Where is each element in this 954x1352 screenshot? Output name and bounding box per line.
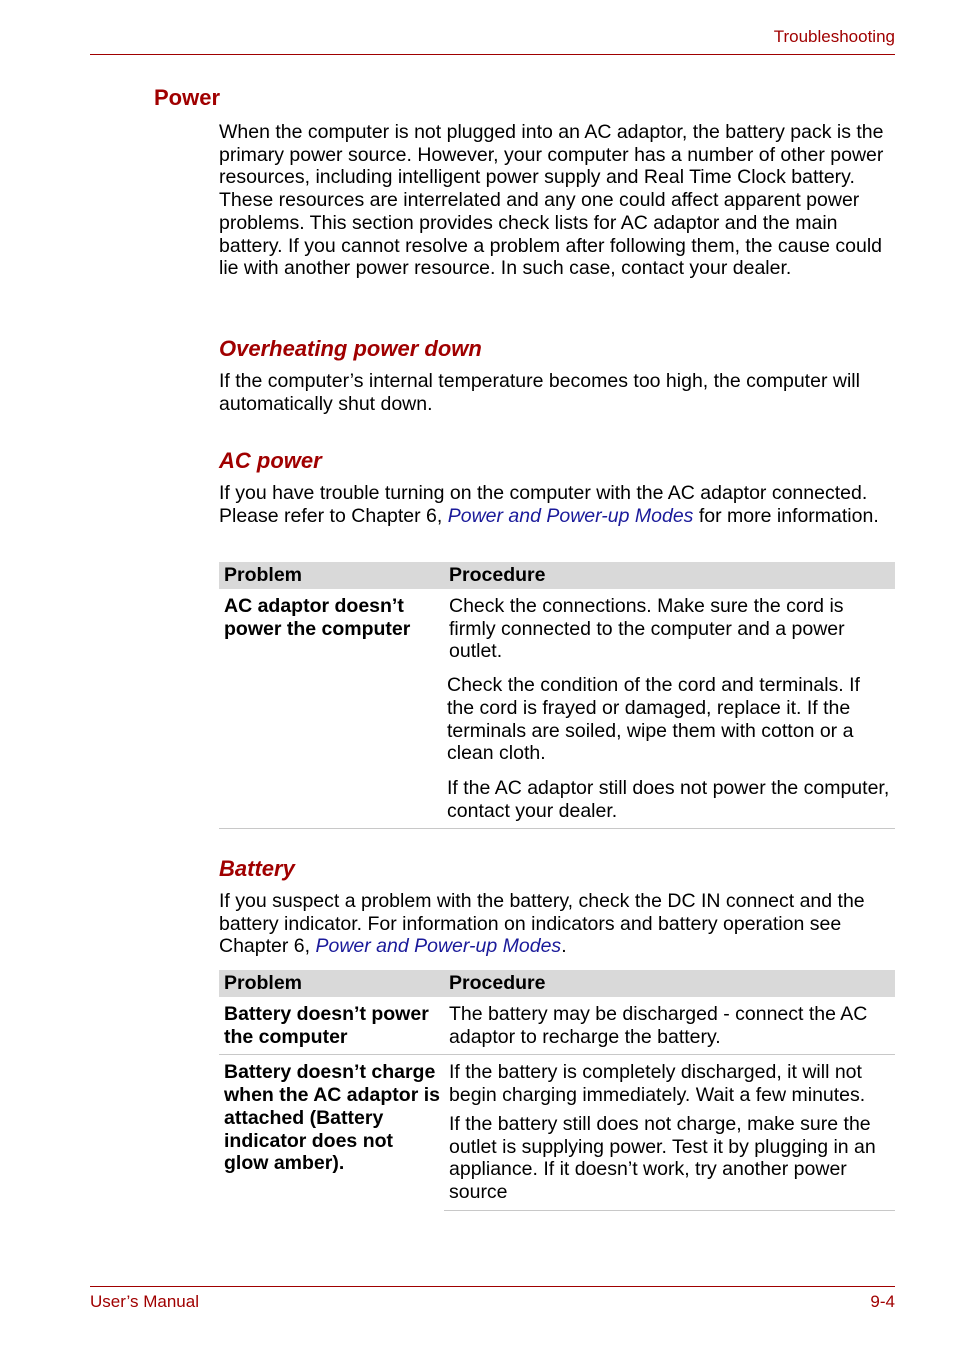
col-header-problem: Problem (219, 970, 444, 997)
procedure-text: The battery may be discharged - connect the AC adaptor to recharge the battery. (449, 1003, 868, 1048)
header-rule (90, 54, 895, 55)
ac-power-paragraph: If you have trouble turning on the computer with the AC adaptor connected. Please refer to Chapter 6, Power and Power-up Modes for more information. (219, 482, 879, 527)
footer-page-number: 9-4 (870, 1292, 895, 1311)
ac-power-table (219, 562, 895, 829)
col-header-problem: Problem (219, 562, 444, 589)
battery-table (219, 970, 895, 1211)
subheading-overheating: Overheating power down (219, 336, 482, 361)
problem-cell: Battery doesn’t charge when the AC adaptor is attached (Battery indicator does not glow amber). (224, 1061, 440, 1175)
table-row (219, 589, 895, 829)
footer-rule (90, 1286, 895, 1287)
problem-cell: Battery doesn’t power the computer (219, 997, 444, 1055)
procedure-text: If the AC adaptor still does not power the computer, contact your dealer. (447, 776, 890, 822)
procedure-cell (444, 1055, 895, 1210)
col-header-procedure: Procedure (444, 970, 895, 997)
procedure-text: If the battery still does not charge, make sure the outlet is supplying power. Test it by plugging in an appliance. If it doesn’t work, try another power source (449, 1112, 876, 1203)
link-power-modes[interactable]: Power and Power-up Modes (447, 504, 694, 527)
procedure-text: Check the condition of the cord and terminals. If the cord is frayed or damaged, replace it. If the terminals are soiled, wipe them with cotton or a clean cloth. (447, 674, 860, 765)
col-header-procedure: Procedure (444, 562, 895, 589)
problem-cell: AC adaptor doesn’t power the computer (219, 589, 444, 829)
overheating-paragraph: If the computer’s internal temperature becomes too high, the computer will automatically shut down. (219, 370, 860, 415)
footer-manual-title: User’s Manual (90, 1292, 199, 1311)
procedure-text: If the battery is completely discharged, it will not begin charging immediately. Wait a few minutes. (449, 1061, 866, 1107)
link-power-modes[interactable]: Power and Power-up Modes (315, 935, 562, 958)
procedure-text: Check the connections. Make sure the cord is firmly connected to the computer and a power outlet. (449, 595, 845, 663)
subheading-battery: Battery (219, 856, 295, 881)
procedure-cell (444, 997, 895, 1055)
section-heading-power: Power (154, 85, 221, 110)
table-row (219, 997, 895, 1055)
subheading-ac-power: AC power (219, 448, 322, 473)
power-intro-paragraph: When the computer is not plugged into an AC adaptor, the battery pack is the primary power source. However, your computer has a number of other power resources, including intelligent power supply and Real Time Clock battery. These resources are interrelated and any one could affect apparent power problems. This section provides check lists for AC adaptor and the main battery. If you cannot resolve a problem after following them, the cause could lie with another power resource. In such case, contact your dealer. (219, 121, 884, 280)
procedure-cell (444, 589, 895, 829)
running-header: Troubleshooting (773, 27, 895, 46)
table-row (219, 1055, 895, 1210)
battery-paragraph: If you suspect a problem with the battery, check the DC IN connect and the battery indicator. For information on indicators and battery operation see Chapter 6, Power and Power-up Modes. (219, 890, 865, 958)
